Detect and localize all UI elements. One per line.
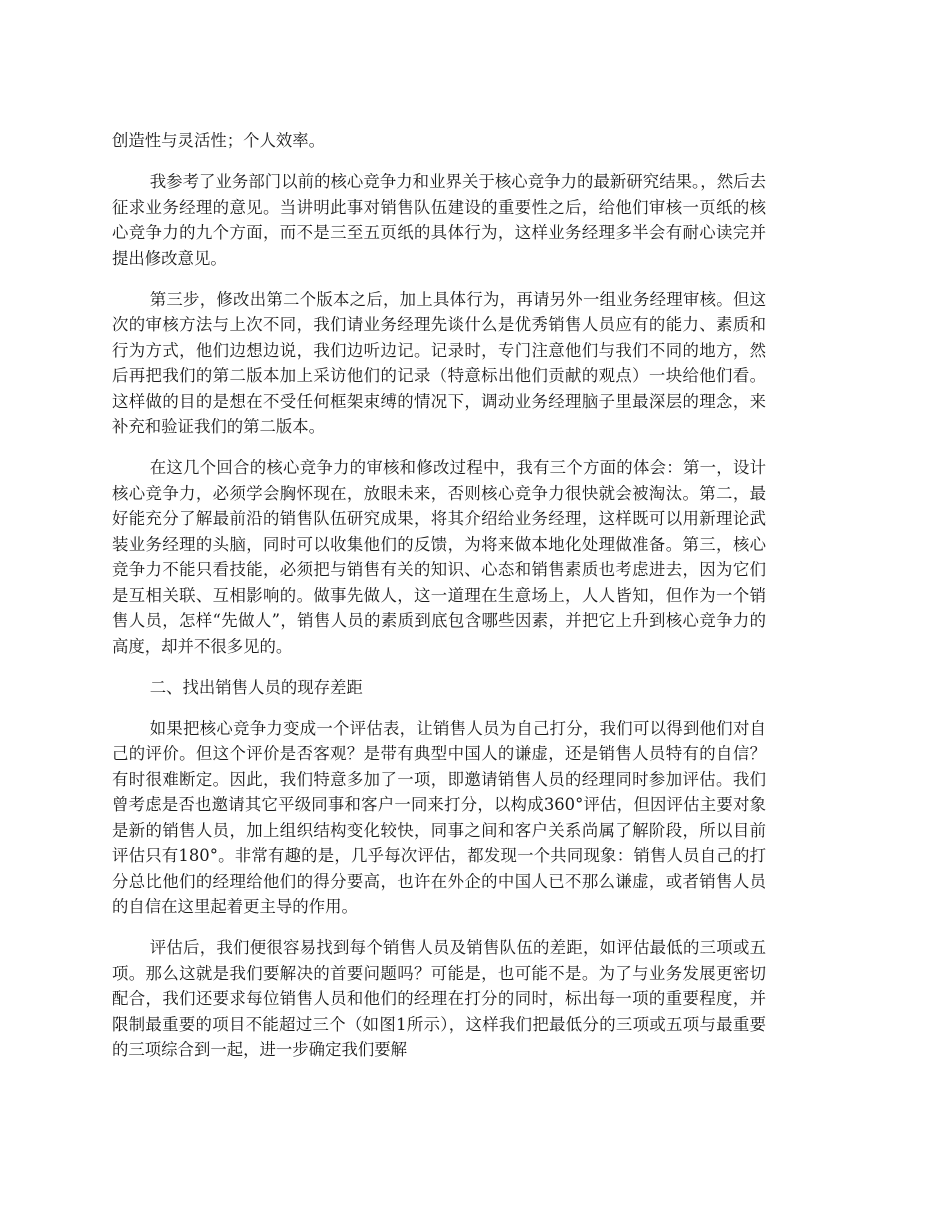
paragraph-step-three: 第三步，修改出第二个版本之后，加上具体行为，再请另外一组业务经理审核。但这次的审核方法与上次不同，我们请业务经理先谈什么是优秀销售人员应有的能力、素质和行为方式，他们边想边说，我们边听边记。记录时，专门注意他们与我们不同的地方，然后再把我们的第二版本加上采访他们的记录（特意标出他们贡献的观点）一块给他们看。这样做的目的是想在不受任何框架束缚的情况下，调动业务经理脑子里最深层的理念，来补充和验证我们的第二版本。	[112, 289, 766, 436]
paragraph-research: 我参考了业务部门以前的核心竞争力和业界关于核心竞争力的最新研究结果。，然后去征求业务经理的意见。当讲明此事对销售队伍建设的重要性之后，给他们审核一页纸的核心竞争力的九个方面，而不是三至五页纸的具体行为，这样业务经理多半会有耐心读完并提出修改意见。	[112, 172, 766, 268]
paragraph-reflections: 在这几个回合的核心竞争力的审核和修改过程中，我有三个方面的体会：第一，设计核心竞争力，必须学会胸怀现在，放眼未来，否则核心竞争力很快就会被淘汰。第二，最好能充分了解最前沿的销售队伍研究成果，将其介绍给业务经理，这样既可以用新理论武装业务经理的头脑，同时可以收集他们的反馈，为将来做本地化处理做准备。第三，核心竞争力不能只看技能，必须把与销售有关的知识、心态和销售素质也考虑进去，因为它们是互相关联、互相影响的。做事先做人，这一道理在生意场上，人人皆知，但作为一个销售人员，怎样“先做人”，销售人员的素质到底包含哪些因素，并把它上升到核心竞争力的高度，却并不很多见的。	[112, 458, 766, 656]
paragraph-continuation: 创造性与灵活性；个人效率。	[112, 131, 326, 150]
paragraph-evaluation: 如果把核心竞争力变成一个评估表，让销售人员为自己打分，我们可以得到他们对自己的评价。但这个评价是否客观？是带有典型中国人的谦虚，还是销售人员特有的自信？有时很难断定。因此，我们特意多加了一项，即邀请销售人员的经理同时参加评估。我们曾考虑是否也邀请其它平级同事和客户一同来打分，以构成360°评估，但因评估主要对象是新的销售人员，加上组织结构变化较快，同事之间和客户关系尚属了解阶段，所以目前评估只有180°。非常有趣的是，几乎每次评估，都发现一个共同现象：销售人员自己的打分总比他们的经理给他们的得分要高，也许在外企的中国人已不那么谦虚，或者销售人员的自信在这里起着更主导的作用。	[112, 718, 766, 916]
document-body	[112, 128, 766, 1078]
section-heading: 二、找出销售人员的现存差距	[149, 677, 363, 697]
paragraph-gap-analysis: 评估后，我们便很容易找到每个销售人员及销售队伍的差距，如评估最低的三项或五项。那么这就是我们要解决的首要问题吗？可能是，也可能不是。为了与业务发展更密切配合，我们还要求每位销售人员和他们的经理在打分的同时，标出每一项的重要程度，并限制最重要的项目不能超过三个（如图1所示），这样我们把最低分的三项或五项与最重要的三项综合到一起，进一步确定我们要解	[112, 938, 766, 1059]
